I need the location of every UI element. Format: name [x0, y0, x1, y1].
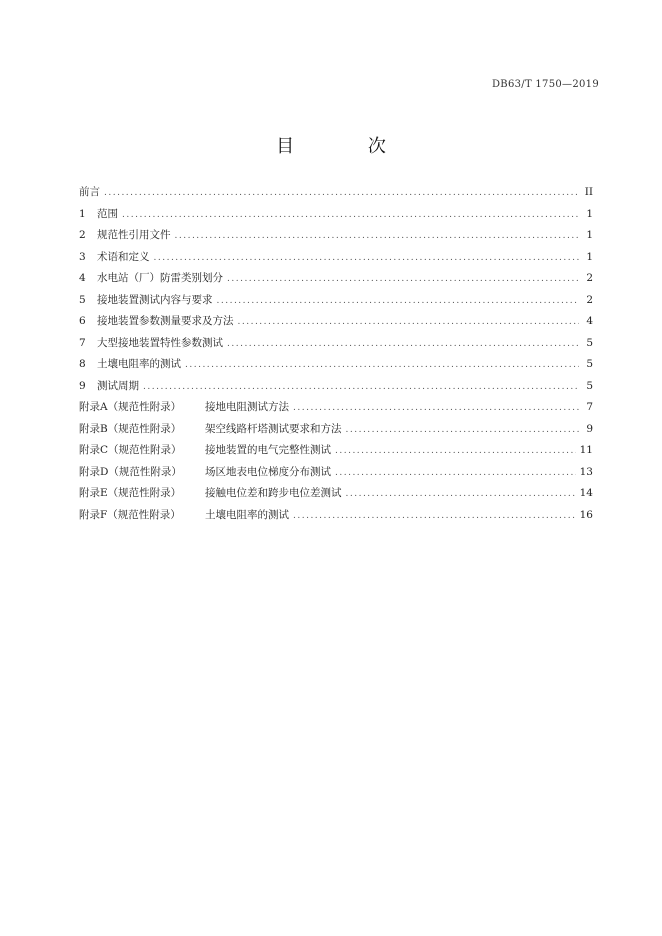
- toc-entry-title: 规范性引用文件: [97, 229, 171, 241]
- toc-entry-title: 前言: [79, 186, 100, 198]
- toc-entry-page-number: 9: [586, 422, 593, 435]
- toc-dot-leader: [227, 339, 579, 349]
- toc-entry-number: 5: [79, 293, 86, 306]
- toc-entry-appendix-label: 附录C（规范性附录）: [79, 444, 182, 456]
- toc-entry-appendix-label: 附录D（规范性附录）: [79, 465, 182, 478]
- toc-entry-page-number: 7: [586, 401, 593, 413]
- toc-dot-leader: [227, 274, 579, 284]
- toc-entry[interactable]: [79, 442, 593, 464]
- toc-dot-leader: [293, 511, 576, 521]
- toc-entry-number: 9: [79, 379, 86, 392]
- toc-entry-number: 8: [79, 358, 86, 370]
- toc-entry[interactable]: [79, 421, 593, 443]
- toc-entry-title: 接地装置参数测量要求及方法: [97, 315, 234, 327]
- toc-entry[interactable]: [79, 399, 593, 421]
- toc-dot-leader: [185, 360, 579, 370]
- toc-entry-page-number: 13: [579, 465, 593, 478]
- toc-entry-number: 2: [79, 229, 86, 241]
- toc-entry[interactable]: [79, 292, 593, 314]
- toc-entry-title: 术语和定义: [97, 250, 150, 263]
- toc-entry[interactable]: [79, 485, 593, 507]
- toc-entry-page-number: 1: [586, 229, 593, 241]
- toc-entry-title: 架空线路杆塔测试要求和方法: [205, 422, 342, 435]
- toc-entry[interactable]: [79, 356, 593, 378]
- toc-entry-page-number: 2: [586, 293, 593, 306]
- table-of-contents: [79, 184, 593, 528]
- toc-entry[interactable]: [79, 206, 593, 228]
- toc-dot-leader: [346, 489, 576, 499]
- toc-dot-leader: [217, 296, 580, 306]
- toc-entry-page-number: II: [584, 186, 593, 198]
- toc-dot-leader: [154, 253, 580, 263]
- toc-entry-appendix-label: 附录E（规范性附录）: [79, 487, 182, 499]
- toc-entry-title: 接触电位差和跨步电位差测试: [205, 487, 342, 499]
- toc-entry-page-number: 4: [586, 315, 593, 327]
- toc-entry-title: 土壤电阻率的测试: [205, 508, 289, 521]
- toc-entry-title: 大型接地装置特性参数测试: [97, 336, 223, 349]
- toc-dot-leader: [346, 425, 580, 435]
- toc-entry-title: 接地装置测试内容与要求: [97, 293, 213, 306]
- toc-entry[interactable]: [79, 335, 593, 357]
- toc-entry-page-number: 2: [586, 272, 593, 284]
- toc-entry-page-number: 1: [586, 250, 593, 263]
- document-code: DB63/T 1750—2019: [491, 79, 599, 90]
- toc-entry-title: 接地装置的电气完整性测试: [205, 444, 331, 456]
- toc-entry[interactable]: [79, 378, 593, 400]
- toc-entry-title: 水电站（厂）防雷类别划分: [97, 272, 223, 284]
- toc-dot-leader: [238, 317, 580, 327]
- toc-entry-page-number: 16: [579, 508, 593, 521]
- toc-entry[interactable]: [79, 249, 593, 271]
- toc-entry-title: 场区地表电位梯度分布测试: [205, 465, 331, 478]
- toc-entry-page-number: 11: [579, 444, 593, 456]
- toc-entry-appendix-label: 附录B（规范性附录）: [79, 422, 182, 435]
- toc-dot-leader: [122, 210, 579, 220]
- toc-entry-title: 土壤电阻率的测试: [97, 358, 181, 370]
- toc-entry-number: 7: [79, 336, 86, 349]
- toc-entry[interactable]: [79, 227, 593, 249]
- toc-entry-number: 4: [79, 272, 86, 284]
- toc-dot-leader: [175, 231, 580, 241]
- toc-entry-number: 1: [79, 207, 86, 220]
- toc-entry-page-number: 5: [586, 336, 593, 349]
- toc-entry-number: 6: [79, 315, 86, 327]
- toc-entry[interactable]: [79, 507, 593, 529]
- toc-entry-page-number: 5: [586, 379, 593, 392]
- toc-entry[interactable]: [79, 313, 593, 335]
- page-title: 目 次: [276, 136, 420, 157]
- toc-entry-number: 3: [79, 250, 86, 263]
- toc-entry-title: 接地电阻测试方法: [205, 401, 289, 413]
- toc-entry[interactable]: [79, 270, 593, 292]
- toc-dot-leader: [293, 403, 579, 413]
- toc-entry-title: 测试周期: [97, 379, 139, 392]
- toc-entry-appendix-label: 附录F（规范性附录）: [79, 508, 181, 521]
- toc-entry[interactable]: [79, 184, 593, 206]
- toc-dot-leader: [104, 188, 579, 198]
- toc-dot-leader: [335, 468, 576, 478]
- toc-entry-title: 范围: [97, 207, 118, 220]
- toc-entry-page-number: 1: [586, 207, 593, 220]
- toc-entry-appendix-label: 附录A（规范性附录）: [79, 401, 182, 413]
- toc-entry-page-number: 5: [586, 358, 593, 370]
- toc-dot-leader: [143, 382, 579, 392]
- toc-entry-page-number: 14: [579, 487, 593, 499]
- toc-entry[interactable]: [79, 464, 593, 486]
- toc-dot-leader: [335, 446, 576, 456]
